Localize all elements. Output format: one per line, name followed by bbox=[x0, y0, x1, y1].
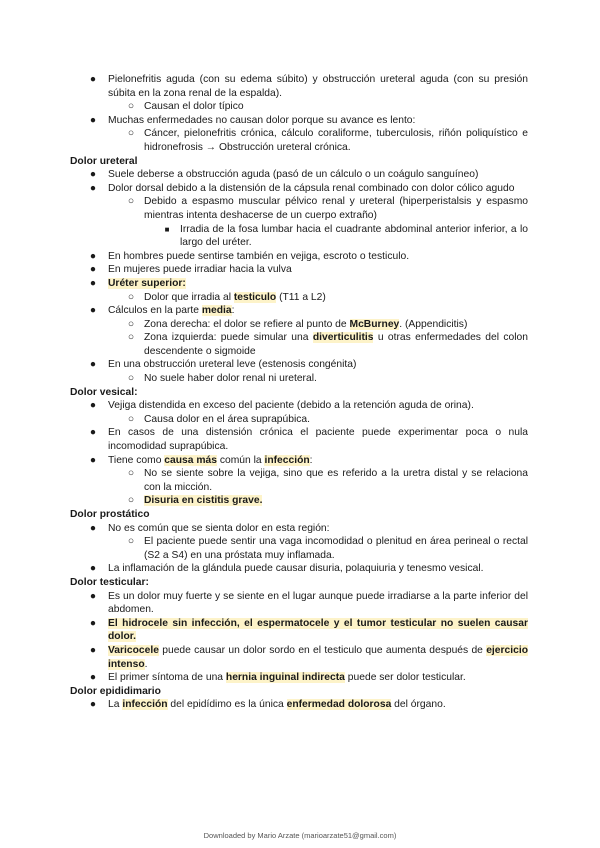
list-item: ○ Dolor que irradia al testiculo (T11 a L2) bbox=[127, 291, 326, 303]
list-item bbox=[70, 277, 528, 291]
bullet-disc-icon: ● bbox=[89, 114, 97, 126]
bullet-circle-icon: ○ bbox=[127, 373, 135, 385]
highlight: causa más bbox=[164, 454, 217, 466]
heading-dolor-testicular: Dolor testicular: bbox=[70, 576, 149, 588]
list-item: ● En una obstrucción ureteral leve (estenosis congénita) bbox=[89, 359, 357, 371]
list-item: ■ Irradia de la fosa lumbar hacia el cuadrante abdominal anterior inferior, a lo largo del uréter. bbox=[70, 223, 528, 250]
highlight: media bbox=[201, 305, 232, 317]
list-item: ○ Causan el dolor típico bbox=[127, 101, 244, 113]
bullet-disc-icon: ● bbox=[89, 644, 97, 656]
bullet-disc-icon: ● bbox=[89, 169, 97, 181]
list-item: ○ El paciente puede sentir una vaga incomodidad o plenitud en área perineal o rectal (S2 a S4) en una próstata muy inflamada. bbox=[127, 536, 528, 561]
bullet-disc-icon: ● bbox=[89, 359, 97, 371]
bullet-disc-icon: ● bbox=[89, 590, 97, 602]
list-item: ● Cálculos en la parte media: bbox=[89, 305, 235, 317]
bullet-circle-icon: ○ bbox=[127, 536, 135, 548]
notes-content bbox=[70, 73, 528, 712]
ureteral-list bbox=[70, 168, 528, 386]
bullet-disc-icon: ● bbox=[89, 699, 97, 711]
list-item: ○ Debido a espasmo muscular pélvico renal y ureteral (hiperperistalsis y espasmo mientras intenta deshacerse de un cuerpo extraño) bbox=[127, 196, 528, 221]
list-item: ● Tiene como causa más común la infección: bbox=[89, 454, 313, 466]
bullet-disc-icon: ● bbox=[89, 672, 97, 684]
heading-dolor-vesical: Dolor vesical: bbox=[70, 386, 138, 398]
highlight: ejercicio intenso bbox=[108, 644, 528, 670]
list-item: ○ Causa dolor en el área suprapúbica. bbox=[127, 413, 311, 425]
heading-dolor-ureteral: Dolor ureteral bbox=[70, 155, 138, 167]
highlight: McBurney bbox=[349, 318, 400, 330]
highlight: enfermedad dolorosa bbox=[286, 699, 392, 711]
highlight: testiculo bbox=[233, 291, 277, 303]
list-item bbox=[70, 494, 528, 508]
bullet-square-icon: ■ bbox=[164, 224, 170, 234]
list-item: ● Pielonefritis aguda (con su edema súbito) y obstrucción ureteral aguda (con su presión súbita en la zona renal de la espalda). bbox=[89, 74, 528, 99]
list-item: ● Vejiga distendida en exceso del paciente (debido a la retención aguda de orina). bbox=[89, 400, 474, 412]
bullet-circle-icon: ○ bbox=[127, 101, 135, 113]
prostatico-list bbox=[70, 522, 528, 576]
heading-dolor-prostatico: Dolor prostático bbox=[70, 509, 150, 520]
list-item: ○ Cáncer, pielonefritis crónica, cálculo coraliforme, tuberculosis, riñón poliquístico e hidronefrosis → Obstrucción ureteral crónica. bbox=[127, 128, 528, 153]
intro-list bbox=[70, 73, 528, 155]
highlight: Uréter superior: bbox=[108, 277, 186, 289]
list-item: ● Dolor dorsal debido a la distensión de la cápsula renal combinado con dolor cólico agudo bbox=[89, 182, 515, 194]
list-item: ○ No se siente sobre la vejiga, sino que es referido a la uretra distal y se relaciona con la micción. bbox=[127, 468, 528, 493]
list-item: ● Muchas enfermedades no causan dolor porque su avance es lento: bbox=[89, 114, 416, 126]
bullet-circle-icon: ○ bbox=[127, 318, 135, 330]
bullet-circle-icon: ○ bbox=[127, 332, 135, 344]
epididimario-list bbox=[70, 698, 528, 712]
bullet-disc-icon: ● bbox=[89, 305, 97, 317]
vesical-list bbox=[70, 399, 528, 508]
highlight: El hidrocele sin infección, el espermatocele y el tumor testicular no suelen causar dolor. bbox=[108, 617, 528, 643]
highlight: diverticulitis bbox=[312, 332, 374, 344]
bullet-disc-icon: ● bbox=[89, 400, 97, 412]
bullet-disc-icon: ● bbox=[89, 74, 97, 85]
highlight: hernia inguinal indirecta bbox=[225, 672, 345, 684]
list-item: ○ No suele haber dolor renal ni ureteral. bbox=[127, 373, 317, 385]
list-item: ● El primer síntoma de una hernia inguinal indirecta puede ser dolor testicular. bbox=[89, 672, 466, 684]
bullet-circle-icon: ○ bbox=[127, 495, 135, 507]
list-item: ● En hombres puede sentirse también en vejiga, escroto o testiculo. bbox=[89, 250, 410, 262]
bullet-circle-icon: ○ bbox=[127, 291, 135, 303]
bullet-circle-icon: ○ bbox=[127, 128, 135, 140]
bullet-disc-icon: ● bbox=[89, 427, 97, 439]
list-item: ● En mujeres puede irradiar hacia la vulva bbox=[89, 264, 292, 276]
list-item: ● No es común que se sienta dolor en esta región: bbox=[89, 522, 330, 534]
highlight: infección bbox=[264, 454, 310, 466]
bullet-disc-icon: ● bbox=[89, 522, 97, 534]
list-item: ○ Zona izquierda: puede simular una diverticulitis u otras enfermedades del colon descendente o sigmoide bbox=[127, 332, 528, 357]
highlight: infección bbox=[122, 699, 168, 711]
bullet-disc-icon: ● bbox=[89, 277, 97, 289]
bullet-circle-icon: ○ bbox=[127, 196, 135, 208]
heading-dolor-epididimario: Dolor epididimario bbox=[70, 685, 161, 697]
bullet-disc-icon: ● bbox=[89, 563, 97, 575]
list-item: ● Es un dolor muy fuerte y se siente en el lugar aunque puede irradiarse a la parte inferior del abdomen. bbox=[89, 590, 528, 616]
bullet-disc-icon: ● bbox=[89, 182, 97, 194]
list-item: ● La infección del epidídimo es la única enfermedad dolorosa del órgano. bbox=[89, 699, 446, 711]
bullet-disc-icon: ● bbox=[89, 454, 97, 466]
list-item: ○ Zona derecha: el dolor se refiere al punto de McBurney. (Appendicitis) bbox=[127, 318, 468, 330]
bullet-circle-icon: ○ bbox=[127, 468, 135, 480]
list-item: ● La inflamación de la glándula puede causar disuria, polaquiuria y tenesmo vesical. bbox=[89, 563, 484, 575]
highlight: Varicocele bbox=[108, 644, 159, 656]
list-item bbox=[70, 617, 528, 644]
highlight: Disuria en cistitis grave. bbox=[144, 495, 263, 507]
list-item: ● Suele deberse a obstrucción aguda (pasó de un cálculo o un coágulo sanguíneo) bbox=[89, 169, 479, 181]
bullet-disc-icon: ● bbox=[89, 264, 97, 276]
download-footer: Downloaded by Mario Arzate (marioarzate51@gmail.com) bbox=[203, 831, 397, 840]
bullet-disc-icon: ● bbox=[89, 617, 97, 629]
testicular-list bbox=[70, 590, 528, 685]
bullet-disc-icon: ● bbox=[89, 250, 97, 262]
bullet-circle-icon: ○ bbox=[127, 413, 135, 425]
list-item: ● En casos de una distensión crónica el paciente puede experimentar poca o nula incomodidad suprapúbica. bbox=[89, 427, 528, 453]
list-item: ● Varicocele puede causar un dolor sordo en el testiculo que aumenta después de ejercicio intenso. bbox=[89, 644, 528, 670]
